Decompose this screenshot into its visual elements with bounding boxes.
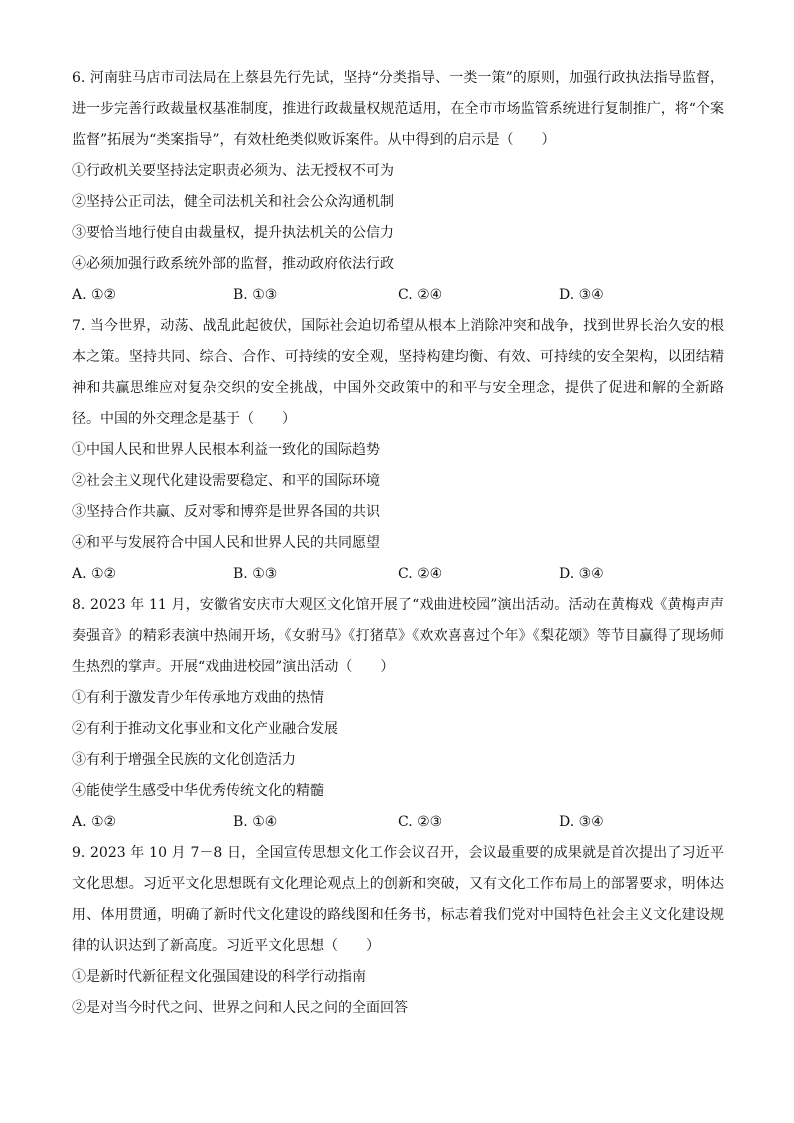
choice-a: A. ①② [72, 814, 117, 830]
choice-b: B. ①③ [233, 566, 278, 582]
statement-option: ①有利于激发青少年传承地方戏曲的热情 [72, 690, 324, 706]
statement-option: ③坚持合作共赢、反对零和博弈是世界各国的共识 [72, 504, 380, 520]
statement-option: ①行政机关要坚持法定职责必须为、法无授权不可为 [72, 163, 394, 179]
statement-option: ④必须加强行政系统外部的监督，推动政府依法行政 [72, 256, 394, 272]
statement-option: ①是新时代新征程文化强国建设的科学行动指南 [72, 969, 366, 985]
choice-c: C. ②④ [398, 287, 443, 303]
answer-choices [72, 280, 724, 311]
statement-option: ②是对当今时代之问、世界之问和人民之问的全面回答 [72, 1000, 408, 1016]
answer-choices [72, 559, 724, 590]
statement-option: ②社会主义现代化建设需要稳定、和平的国际环境 [72, 473, 380, 489]
statement-option: ①中国人民和世界人民根本利益一致化的国际趋势 [72, 442, 380, 458]
choice-c: C. ②③ [398, 814, 443, 830]
choice-b: B. ①③ [233, 287, 278, 303]
question-8 [72, 590, 724, 838]
question-6 [72, 63, 724, 311]
question-stem: 9. 2023 年 10 月 7－8 日，全国宣传思想文化工作会议召开，会议最重要的成果就是首次提出了习近平文化思想。习近平文化思想既有文化理论观点上的创新和突破，又有文化工作布局上的部署要求，明体达用、体用贯通，明确了新时代文化建设的路线图和任务书，标志着我们党对中国特色社会主义文化建设规律的认识达到了新高度。习近平文化思想（ ） [72, 845, 724, 954]
statement-option: ④能使学生感受中华优秀传统文化的精髓 [72, 783, 324, 799]
choice-a: A. ①② [72, 287, 117, 303]
exam-content [72, 63, 724, 1024]
choice-b: B. ①④ [233, 814, 278, 830]
statement-option: ③要恰当地行使自由裁量权，提升执法机关的公信力 [72, 225, 394, 241]
choice-a: A. ①② [72, 566, 117, 582]
question-stem: 7. 当今世界，动荡、战乱此起彼伏，国际社会迫切希望从根本上消除冲突和战争，找到世界长治久安的根本之策。坚持共同、综合、合作、可持续的安全观，坚持构建均衡、有效、可持续的安全架构，以团结精神和共赢思维应对复杂交织的安全挑战，中国外交政策中的和平与安全理念，提供了促进和解的全新路径。中国的外交理念是基于（ ） [72, 318, 724, 427]
question-stem: 8. 2023 年 11 月，安徽省安庆市大观区文化馆开展了“戏曲进校园”演出活动。活动在黄梅戏《黄梅声声奏强音》的精彩表演中热闹开场，《女驸马》《打猪草》《欢欢喜喜过个年》《梨花颂》等节目赢得了现场师生热烈的掌声。开展“戏曲进校园”演出活动（ ） [72, 597, 724, 675]
question-9 [72, 838, 724, 1024]
choice-d: D. ③④ [559, 814, 604, 830]
question-stem: 6. 河南驻马店市司法局在上蔡县先行先试，坚持“分类指导、一类一策”的原则，加强行政执法指导监督，进一步完善行政裁量权基准制度，推进行政裁量权规范适用，在全市市场监管系统进行复制推广，将“个案监督”拓展为“类案指导”，有效杜绝类似败诉案件。从中得到的启示是（ ） [72, 70, 724, 148]
statement-option: ④和平与发展符合中国人民和世界人民的共同愿望 [72, 535, 380, 551]
choice-c: C. ②④ [398, 566, 443, 582]
choice-d: D. ③④ [559, 287, 604, 303]
statement-option: ③有利于增强全民族的文化创造活力 [72, 752, 296, 768]
statement-option: ②坚持公正司法，健全司法机关和社会公众沟通机制 [72, 194, 394, 210]
question-7 [72, 311, 724, 590]
choice-d: D. ③④ [559, 566, 604, 582]
answer-choices [72, 807, 724, 838]
statement-option: ②有利于推动文化事业和文化产业融合发展 [72, 721, 338, 737]
